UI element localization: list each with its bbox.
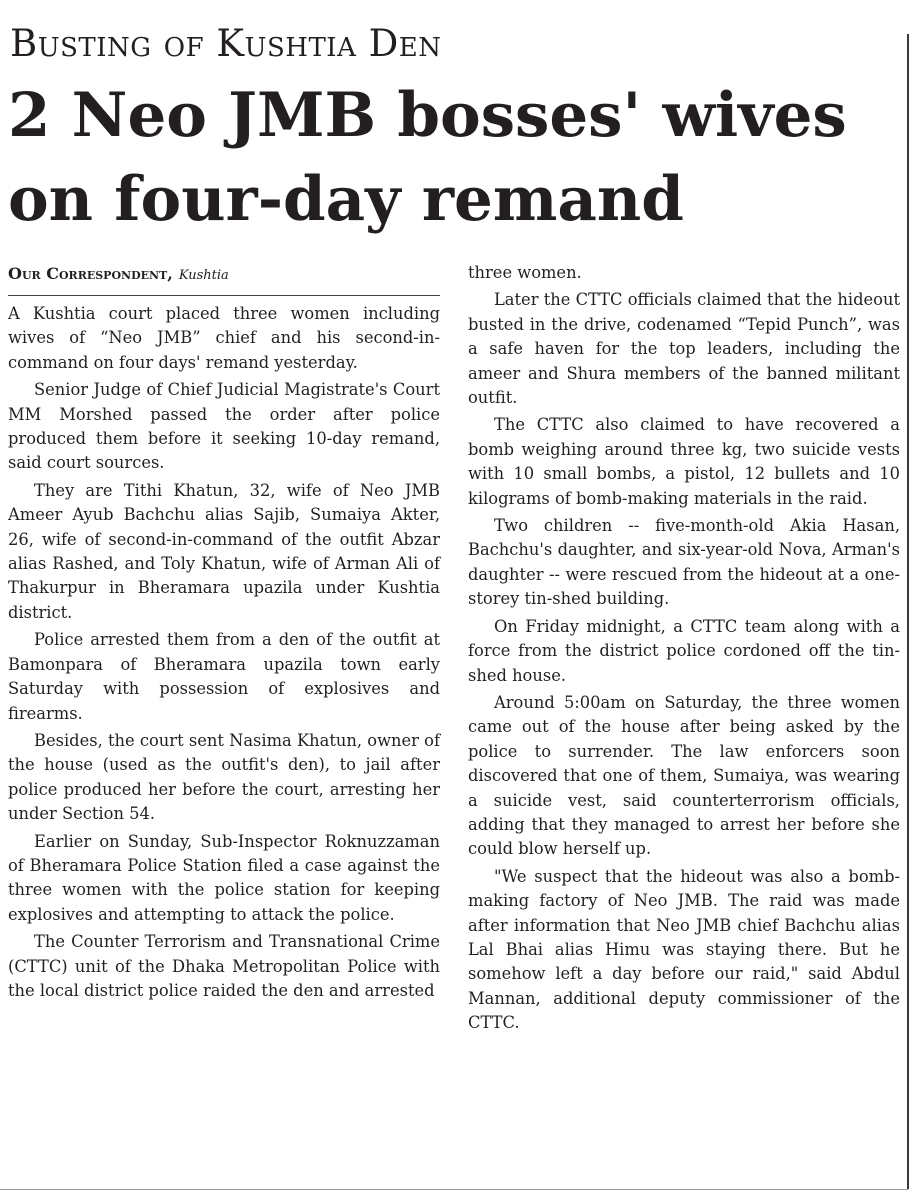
byline-correspondent: Our Correspondent,: [8, 264, 173, 283]
paragraph: Senior Judge of Chief Judicial Magistrate's Court MM Morshed passed the order after police produced them before it seeking 10-day remand, said court sources.: [8, 380, 440, 473]
headline-line-2: on four-day remand: [8, 164, 684, 235]
paragraph: The Counter Terrorism and Transnational Crime (CTTC) unit of the Dhaka Metropolitan Police with the local district police raided the den and arrested: [8, 932, 440, 1000]
bottom-rule: [0, 1189, 908, 1190]
paragraph: "We suspect that the hideout was also a bomb-making factory of Neo JMB. The raid was made after information that Neo JMB chief Bachchu alias Lal Bhai alias Himu was staying there. But he somehow left a day before our raid," said Abdul Mannan, additional deputy commissioner of the CTTC.: [468, 866, 900, 1033]
left-column: [8, 302, 440, 1006]
paragraph: Later the CTTC officials claimed that the hideout busted in the drive, codenamed “Tepid Punch”, was a safe haven for the top leaders, including the ameer and Shura members of the banned militant outfit.: [468, 290, 900, 408]
paragraph: They are Tithi Khatun, 32, wife of Neo JMB Ameer Ayub Bachchu alias Sajib, Sumaiya Akter, 26, wife of second-in-command of the outfit Abzar alias Rashed, and Toly Khatun, wife of Arman Ali of Thakurpur in Bheramara upazila under Kushtia district.: [8, 480, 440, 622]
headline: [8, 74, 908, 242]
paragraph: On Friday midnight, a CTTC team along with a force from the district police cordoned off the tin-shed house.: [468, 616, 900, 685]
paragraph: Earlier on Sunday, Sub-Inspector Roknuzzaman of Bheramara Police Station filed a case against the three women with the police station for keeping explosives and attempting to attack the police.: [8, 831, 440, 924]
byline-rule: [8, 295, 440, 296]
paragraph: Around 5:00am on Saturday, the three women came out of the house after being asked by the police to surrender. The law enforcers soon discovered that one of them, Sumaiya, was wearing a suicide vest, said counterterrorism officials, adding that they managed to arrest her before she could blow herself up.: [468, 692, 900, 859]
paragraph-continuation: three women.: [468, 263, 582, 282]
paragraph: The CTTC also claimed to have recovered a bomb weighing around three kg, two suicide vests with 10 small bombs, a pistol, 12 bullets and 10 kilograms of bomb-making materials in the raid.: [468, 415, 900, 508]
byline: [8, 263, 440, 287]
paragraph: Besides, the court sent Nasima Khatun, owner of the house (used as the outfit's den), to jail after police produced her before the court, arresting her under Section 54.: [8, 730, 440, 824]
paragraph: Police arrested them from a den of the outfit at Bamonpara of Bheramara upazila town early Saturday with possession of explosives and firearms.: [8, 630, 440, 723]
right-column: [468, 261, 900, 1039]
kicker: Busting of Kushtia Den: [10, 22, 442, 65]
byline-location: Kushtia: [178, 268, 229, 283]
headline-line-1: 2 Neo JMB bosses' wives: [8, 80, 847, 151]
paragraph: A Kushtia court placed three women including wives of “Neo JMB” chief and his second-in-command on four days' remand yesterday.: [8, 304, 440, 372]
paragraph: Two children -- five-month-old Akia Hasan, Bachchu's daughter, and six-year-old Nova, Arman's daughter -- were rescued from the hideout at a one-storey tin-shed building.: [468, 516, 900, 609]
